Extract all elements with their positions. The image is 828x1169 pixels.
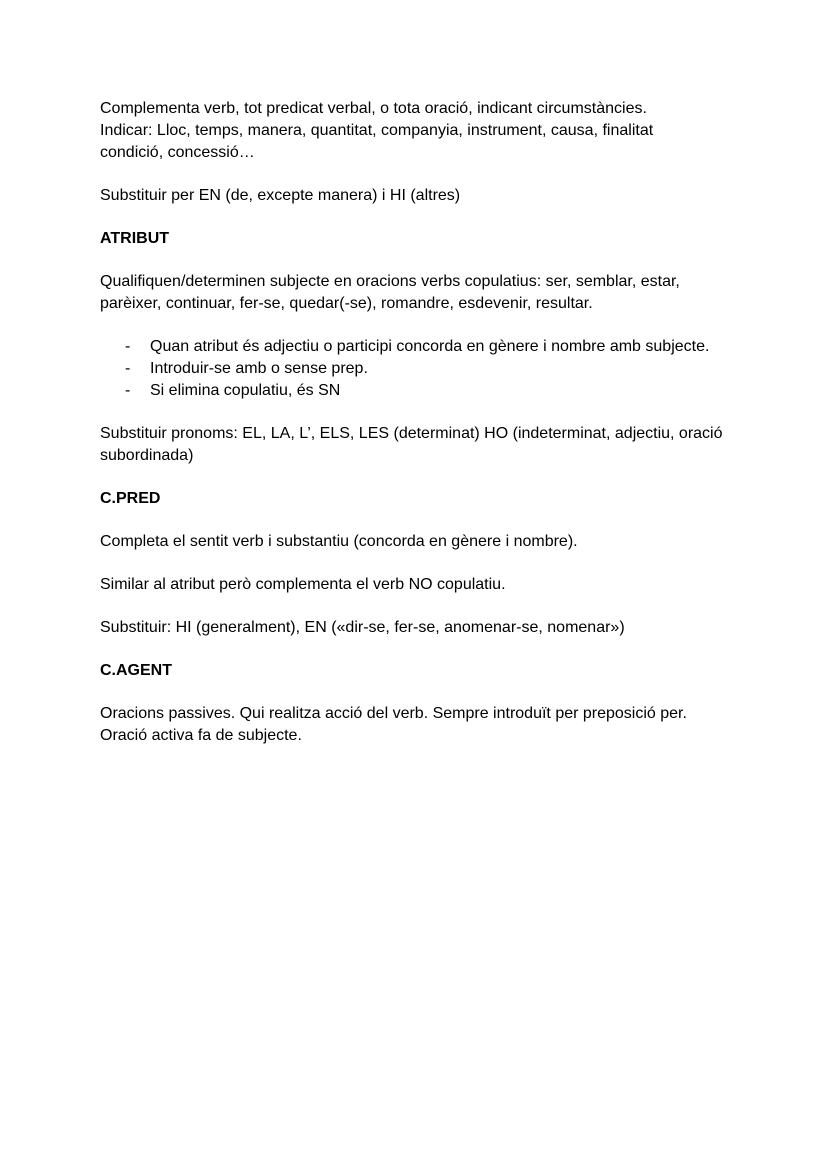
list-item-text: Introduir-se amb o sense prep. bbox=[150, 360, 368, 377]
cpred-heading: C.PRED bbox=[100, 490, 161, 507]
document-page bbox=[100, 98, 740, 768]
list-item bbox=[100, 380, 740, 402]
atribut-list bbox=[100, 336, 740, 402]
cagent-paragraph bbox=[100, 703, 740, 747]
list-item-text: Si elimina copulatiu, és SN bbox=[150, 382, 341, 399]
intro-line-1: Complementa verb, tot predicat verbal, o tota oració, indicant circumstàncies. bbox=[100, 100, 647, 117]
dash-bullet: - bbox=[125, 360, 131, 377]
cagent-line-1: Oracions passives. Qui realitza acció del verb. Sempre introduït per preposició per. bbox=[100, 705, 687, 722]
list-item-text: Quan atribut és adjectiu o participi concorda en gènere i nombre amb subjecte. bbox=[150, 338, 710, 355]
cagent-line-2: Oració activa fa de subjecte. bbox=[100, 727, 302, 744]
cpred-paragraph-1: Completa el sentit verb i substantiu (concorda en gènere i nombre). bbox=[100, 533, 578, 550]
intro-line-3: condició, concessió… bbox=[100, 144, 255, 161]
intro-paragraph bbox=[100, 98, 740, 164]
cpred-paragraph-3: Substituir: HI (generalment), EN («dir-se, fer-se, anomenar-se, nomenar») bbox=[100, 619, 625, 636]
atribut-substitute-paragraph: Substituir pronoms: EL, LA, L’, ELS, LES (determinat) HO (indeterminat, adjectiu, oració subordinada) bbox=[100, 425, 723, 464]
cagent-heading: C.AGENT bbox=[100, 662, 172, 679]
dash-bullet: - bbox=[125, 338, 131, 355]
atribut-heading: ATRIBUT bbox=[100, 230, 170, 247]
cpred-paragraph-2: Similar al atribut però complementa el verb NO copulatiu. bbox=[100, 576, 506, 593]
dash-bullet: - bbox=[125, 382, 131, 399]
atribut-paragraph: Qualifiquen/determinen subjecte en oracions verbs copulatius: ser, semblar, estar, parèixer, continuar, fer-se, quedar(-se), romandre, esdevenir, resultar. bbox=[100, 273, 680, 312]
list-item bbox=[100, 358, 740, 380]
intro-line-2: Indicar: Lloc, temps, manera, quantitat, companyia, instrument, causa, finalitat bbox=[100, 122, 654, 139]
substitute-cc-paragraph: Substituir per EN (de, excepte manera) i HI (altres) bbox=[100, 187, 461, 204]
list-item bbox=[100, 336, 740, 358]
